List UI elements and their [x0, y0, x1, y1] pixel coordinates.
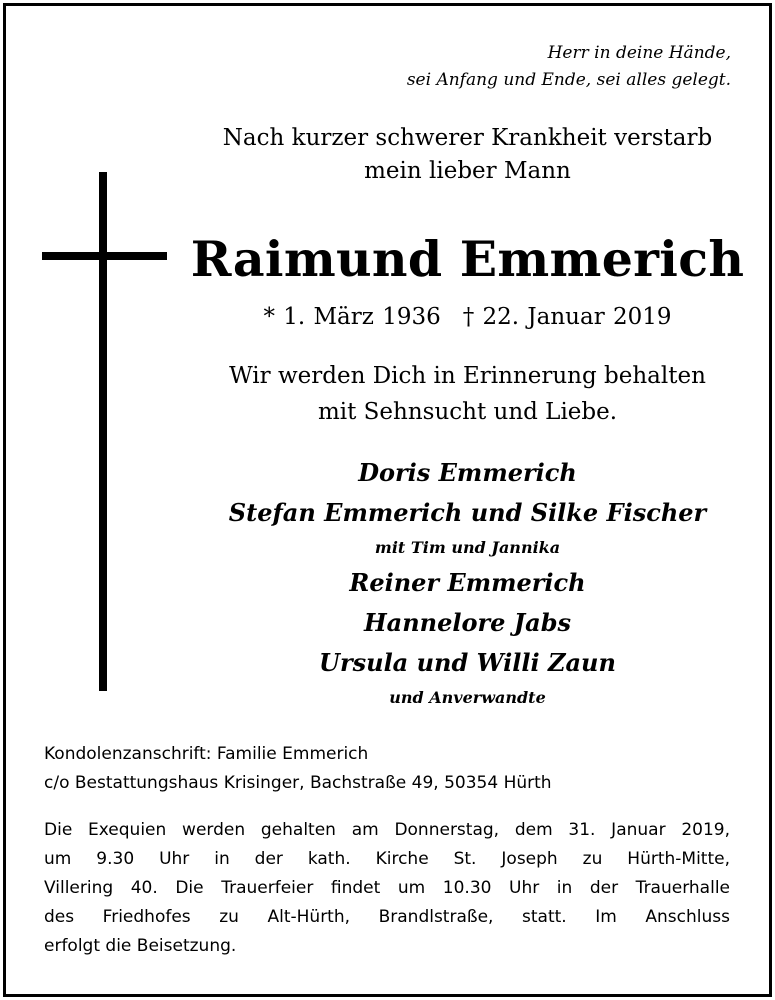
birth-date: * 1. März 1936 — [263, 304, 441, 330]
address-line: c/o Bestattungshaus Krisinger, Bachstraße 49, 50354 Hürth — [44, 773, 552, 793]
service-line: des Friedhofes zu Alt-Hürth, Brandlstraße, statt. Im Anschluss — [44, 907, 730, 927]
motto — [407, 40, 731, 94]
mourner-note: und Anverwandte — [389, 688, 546, 707]
mourner-name: Ursula und Willi Zaun — [319, 648, 616, 677]
service-line: um 9.30 Uhr in der kath. Kirche St. Joseph zu Hürth-Mitte, — [44, 849, 730, 869]
mourner-name: Reiner Emmerich — [349, 568, 586, 597]
life-dates — [185, 301, 750, 333]
service-line: erfolgt die Beisetzung. — [44, 936, 237, 956]
quote-line: mit Sehnsucht und Liebe. — [317, 399, 618, 425]
condolence-address — [44, 740, 552, 798]
cross-icon-horizontal — [42, 252, 167, 260]
mourner-name: Hannelore Jabs — [364, 608, 571, 637]
intro-text — [185, 122, 750, 188]
motto-line: Herr in deine Hände, — [547, 43, 731, 63]
service-line: Villering 40. Die Trauerfeier findet um 10.30 Uhr in der Trauerhalle — [44, 878, 730, 898]
intro-line: mein lieber Mann — [364, 158, 571, 184]
quote-line: Wir werden Dich in Erinnerung behalten — [229, 363, 706, 389]
deceased-name: Raimund Emmerich — [190, 230, 745, 288]
cross-icon-vertical — [99, 172, 107, 691]
mourner-note: mit Tim und Jannika — [374, 538, 561, 557]
memorial-quote — [185, 358, 750, 430]
mourner-name: Stefan Emmerich und Silke Fischer — [228, 498, 707, 527]
service-line: Die Exequien werden gehalten am Donnerstag, dem 31. Januar 2019, — [44, 820, 730, 840]
address-line: Kondolenzanschrift: Familie Emmerich — [44, 744, 369, 764]
motto-line: sei Anfang und Ende, sei alles gelegt. — [406, 70, 731, 90]
mourners-list — [185, 453, 750, 713]
death-date: † 22. Januar 2019 — [462, 304, 672, 330]
intro-line: Nach kurzer schwerer Krankheit verstarb — [222, 125, 713, 151]
mourner-name: Doris Emmerich — [358, 458, 577, 487]
service-details — [44, 816, 730, 961]
